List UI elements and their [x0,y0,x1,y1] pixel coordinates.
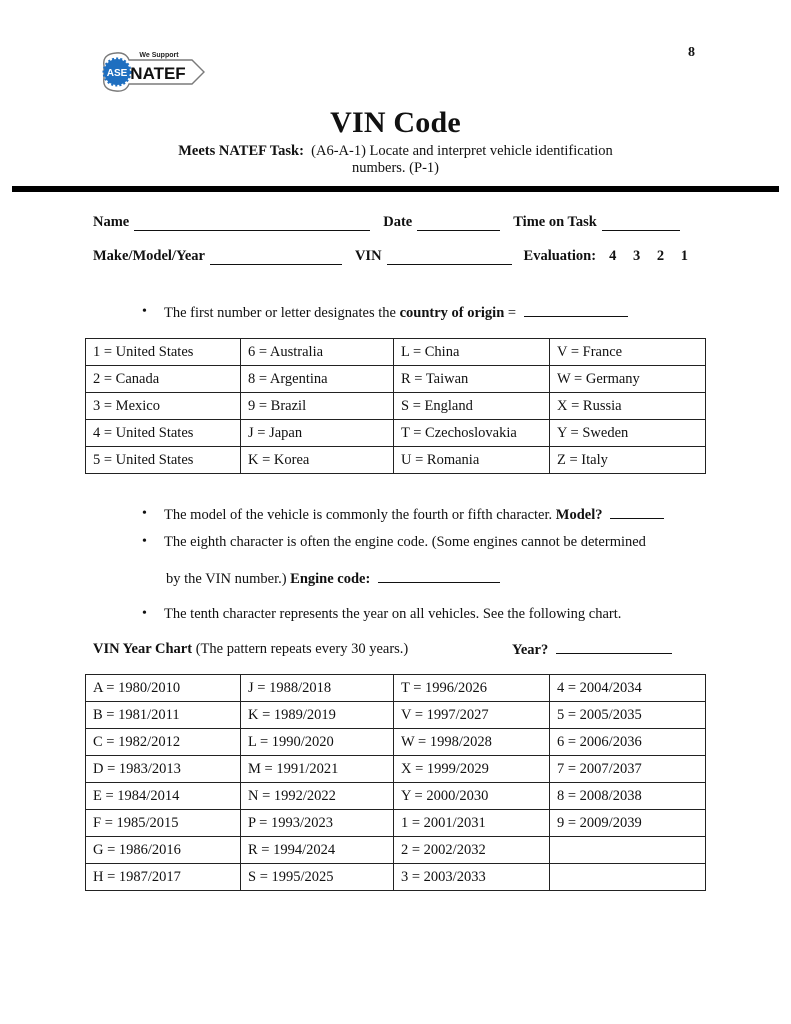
student-info-row [93,214,680,231]
bullet-icon: • [142,606,147,621]
country-of-origin-bullet [142,304,628,322]
table-cell: 9 = Brazil [241,393,394,420]
task-description-line2: numbers. (P-1) [352,160,439,176]
model-bullet-text: The model of the vehicle is commonly the fourth or fifth character. [164,507,556,523]
table-row [86,366,706,393]
table-cell: S = 1995/2025 [241,864,394,891]
table-cell: V = 1997/2027 [394,702,550,729]
country-bullet-text: The first number or letter designates the [164,305,400,321]
header-divider [12,186,779,192]
table-cell: R = Taiwan [394,366,550,393]
ase-badge-text: ASE [106,68,128,79]
evaluation-options [596,248,688,265]
table-cell: N = 1992/2022 [241,783,394,810]
table-row [86,756,706,783]
model-label: Model? [555,507,603,523]
table-row [86,420,706,447]
table-row [86,783,706,810]
table-cell: 2 = 2002/2032 [394,837,550,864]
table-row [86,837,706,864]
vehicle-info-row [93,248,688,265]
table-cell: C = 1982/2012 [86,729,241,756]
year-chart-heading [93,641,408,658]
table-cell: R = 1994/2024 [241,837,394,864]
table-cell: Y = Sweden [550,420,706,447]
table-cell: 2 = Canada [86,366,241,393]
table-cell: V = France [550,339,706,366]
table-cell: E = 1984/2014 [86,783,241,810]
table-row [86,810,706,837]
table-cell: 1 = 2001/2031 [394,810,550,837]
table-cell: P = 1993/2023 [241,810,394,837]
table-cell: M = 1991/2021 [241,756,394,783]
table-cell: S = England [394,393,550,420]
country-of-origin-field[interactable] [524,304,628,317]
make-model-year-field[interactable] [210,251,342,265]
table-cell: L = China [394,339,550,366]
evaluation-option-2[interactable]: 2 [656,248,665,264]
table-cell: W = 1998/2028 [394,729,550,756]
table-cell: T = Czechoslovakia [394,420,550,447]
year-field[interactable] [556,641,672,654]
natef-logo [96,44,208,102]
table-cell: 4 = United States [86,420,241,447]
make-model-year-label: Make/Model/Year [93,248,205,264]
page-number: 8 [688,45,695,60]
table-cell: 7 = 2007/2037 [550,756,706,783]
model-bullet [142,506,664,524]
year-chart-title: VIN Year Chart [93,641,193,657]
engine-bullet-text-2: by the VIN number.) [166,571,291,587]
table-cell: J = Japan [241,420,394,447]
table-cell: 1 = United States [86,339,241,366]
table-cell: F = 1985/2015 [86,810,241,837]
table-cell: 6 = 2006/2036 [550,729,706,756]
table-cell: 3 = 2003/2033 [394,864,550,891]
evaluation-option-4[interactable]: 4 [609,248,617,264]
engine-bullet-text: The eighth character is often the engine code. (Some engines cannot be determined [164,534,646,550]
vin-label: VIN [354,248,382,264]
bullet-icon: • [142,534,147,549]
date-label: Date [383,214,413,230]
table-cell: G = 1986/2016 [86,837,241,864]
table-cell: T = 1996/2026 [394,675,550,702]
table-cell: H = 1987/2017 [86,864,241,891]
table-cell: Z = Italy [550,447,706,474]
table-cell: K = 1989/2019 [241,702,394,729]
table-cell [550,864,706,891]
table-cell [550,837,706,864]
table-cell: B = 1981/2011 [86,702,241,729]
table-cell: X = 1999/2029 [394,756,550,783]
country-code-table [85,338,706,474]
year-chart-note: (The pattern repeats every 30 years.) [192,641,409,657]
table-cell: 3 = Mexico [86,393,241,420]
table-row [86,447,706,474]
table-cell: 5 = United States [86,447,241,474]
date-field[interactable] [417,217,500,231]
bullet-icon: • [142,506,147,521]
task-description-line1: (A6-A-1) Locate and interpret vehicle identification [311,143,613,159]
table-row [86,864,706,891]
year-bullet-text: The tenth character represents the year on all vehicles. See the following chart. [164,606,622,622]
table-cell: 8 = 2008/2038 [550,783,706,810]
engine-code-line2 [166,570,500,588]
year-label: Year? [512,642,549,658]
evaluation-option-3[interactable]: 3 [632,248,641,264]
table-cell: 9 = 2009/2039 [550,810,706,837]
table-cell: X = Russia [550,393,706,420]
table-row [86,675,706,702]
time-on-task-field[interactable] [602,217,680,231]
model-field[interactable] [610,506,664,519]
vin-field[interactable] [387,251,512,265]
vin-year-table [85,674,706,891]
year-bullet [142,606,622,623]
table-cell: J = 1988/2018 [241,675,394,702]
table-cell: L = 1990/2020 [241,729,394,756]
table-cell: 4 = 2004/2034 [550,675,706,702]
evaluation-label: Evaluation: [523,248,597,264]
task-subtitle [0,143,791,177]
table-row [86,339,706,366]
table-cell: 6 = Australia [241,339,394,366]
task-label: Meets NATEF Task: [178,143,304,159]
table-cell: D = 1983/2013 [86,756,241,783]
year-answer [512,641,672,659]
page-title: VIN Code [330,106,461,139]
country-bullet-bold: country of origin [399,305,505,321]
engine-code-bullet [142,534,646,551]
name-label: Name [93,214,130,230]
engine-code-field[interactable] [378,570,500,583]
table-cell: A = 1980/2010 [86,675,241,702]
table-row [86,729,706,756]
evaluation-option-1[interactable]: 1 [680,248,688,264]
table-row [86,702,706,729]
table-row [86,393,706,420]
bullet-icon: • [142,304,147,319]
table-cell: W = Germany [550,366,706,393]
table-cell: Y = 2000/2030 [394,783,550,810]
table-cell: K = Korea [241,447,394,474]
logo-main-text: NATEF [130,64,186,83]
table-cell: 5 = 2005/2035 [550,702,706,729]
table-cell: U = Romania [394,447,550,474]
time-on-task-label: Time on Task [513,214,597,230]
country-bullet-suffix: = [504,305,517,321]
engine-code-label: Engine code: [290,571,371,587]
name-field[interactable] [134,217,370,231]
logo-top-text: We Support [139,52,179,59]
table-cell: 8 = Argentina [241,366,394,393]
